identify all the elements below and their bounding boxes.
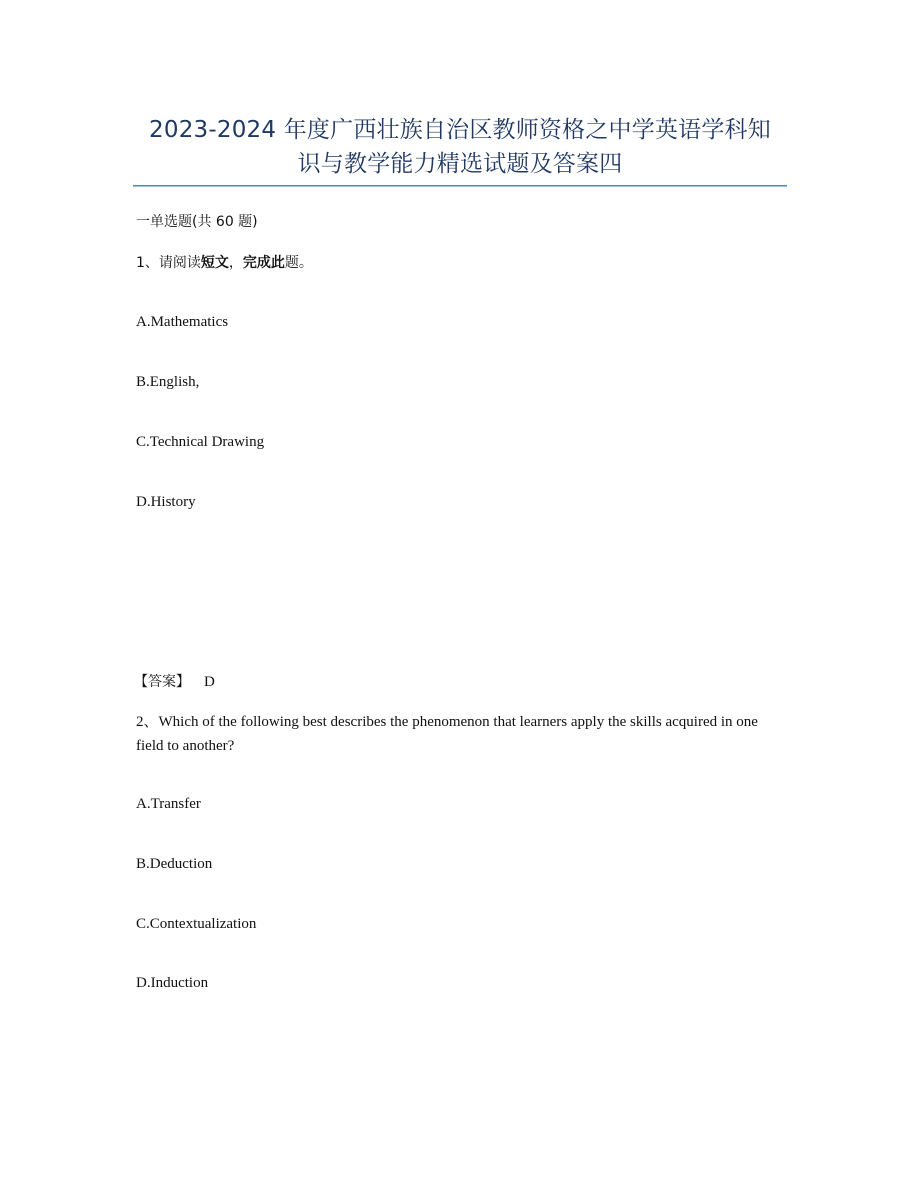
section-heading: 一单选题(共 60 题) bbox=[136, 214, 258, 230]
question-1-prompt bbox=[136, 253, 313, 273]
prompt-text-bold: 短文 bbox=[200, 255, 229, 271]
question-2-option-d: D.Induction bbox=[136, 975, 209, 991]
prompt-text-bold: 完成此 bbox=[242, 255, 285, 271]
question-1-option-b: B.English, bbox=[136, 374, 200, 390]
document-title bbox=[133, 113, 787, 181]
question-2-option-a: A.Transfer bbox=[136, 796, 201, 812]
prompt-text: 题。 bbox=[284, 255, 313, 271]
prompt-comma: ， bbox=[228, 255, 243, 271]
title-line-2: 识与教学能力精选试题及答案四 bbox=[297, 151, 623, 177]
title-divider bbox=[133, 185, 787, 187]
question-2-option-c: C.Contextualization bbox=[136, 916, 257, 932]
question-2-option-b: B.Deduction bbox=[136, 856, 213, 872]
question-2-prompt bbox=[136, 710, 776, 758]
question-1-answer bbox=[134, 672, 215, 692]
question-1-option-c: C.Technical Drawing bbox=[136, 434, 265, 450]
answer-label: 【答案】 bbox=[134, 674, 190, 690]
question-1-option-a: A.Mathematics bbox=[136, 314, 229, 330]
answer-value: D bbox=[204, 674, 215, 690]
question-2-number: 2、 bbox=[136, 714, 159, 730]
question-1-option-d: D.History bbox=[136, 494, 196, 510]
title-line-1: 2023-2024 年度广西壮族自治区教师资格之中学英语学科知 bbox=[149, 117, 771, 143]
prompt-text: 请阅读 bbox=[158, 255, 201, 271]
question-1-number: 1、 bbox=[136, 255, 159, 271]
question-2-text: Which of the following best describes the phenomenon that learners apply the skills acquired in one field to another? bbox=[136, 714, 758, 754]
